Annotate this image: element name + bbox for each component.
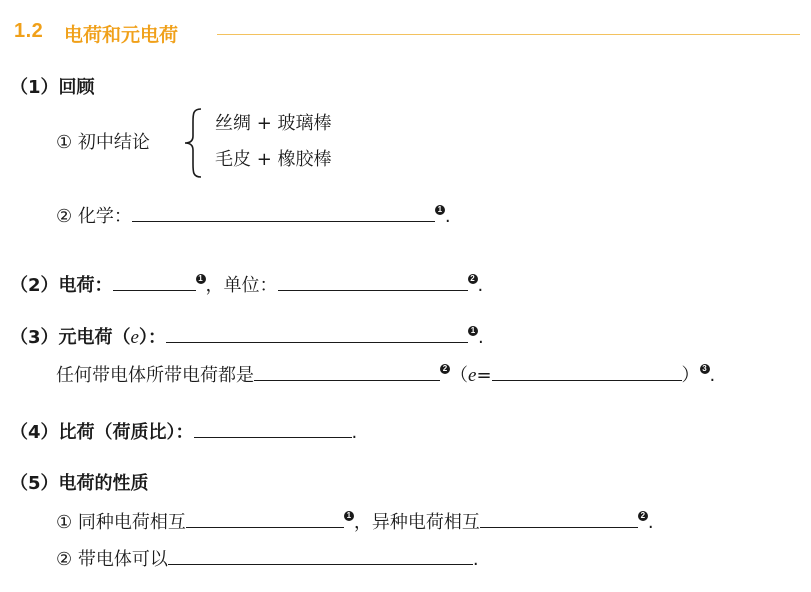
brace-bottom-item [215,148,332,172]
specific-charge-blank[interactable] [194,419,352,438]
elementary-charge-blank[interactable] [166,324,468,343]
header-rule [217,34,800,35]
unit-blank[interactable] [278,272,468,291]
unit-label: ，单位： [205,275,278,296]
item-charge [10,272,483,298]
charge-properties-label: （5）电荷的性质 [10,473,149,494]
mark-1-icon: 1 [344,511,354,521]
mark-1-icon: 1 [196,274,206,284]
mark-3-icon: 3 [700,364,710,374]
equals-sign: = [476,365,492,386]
period: . [709,365,716,386]
mark-2-icon: 2 [440,364,450,374]
mark-1-icon: 1 [435,205,445,215]
paren-close: ） [681,365,700,386]
like-charges-blank[interactable] [186,509,344,528]
silk-glass-rod: 丝绸 + 玻璃棒 [215,113,332,134]
period: . [472,549,479,570]
var-e: e [130,327,139,348]
item-like-unlike-charges [56,509,654,535]
paren-open: （ [450,365,468,386]
period: . [647,512,654,533]
e-value-blank[interactable] [492,362,682,381]
unlike-charges-label: ，异种电荷相互 [353,512,480,533]
charge-multiple-blank[interactable] [254,362,440,381]
label-end: ）： [138,327,166,348]
charged-body-label: ② 带电体可以 [56,549,168,570]
charged-body-blank[interactable] [168,546,473,565]
charge-blank[interactable] [113,272,196,291]
mark-2-icon: 2 [638,511,648,521]
mark-2-icon: 2 [468,274,478,284]
mark-1-icon: 1 [468,326,478,336]
elementary-charge-label: （3）元电荷（ [10,327,131,348]
item-elementary-charge [10,324,484,350]
like-charges-label: ① 同种电荷相互 [56,512,186,533]
period: . [477,327,484,348]
unlike-charges-blank[interactable] [480,509,638,528]
charge-label: （2）电荷： [10,275,113,296]
brace-top-item [215,112,332,136]
item-chemistry [56,203,451,229]
item-specific-charge [10,419,357,445]
item-charged-body [56,546,479,572]
charge-multiple-text: 任何带电体所带电荷都是 [56,365,254,386]
period: . [351,422,358,443]
chemistry-blank[interactable] [132,203,435,222]
junior-conclusion-label: ① 初中结论 [56,132,150,153]
section-title: 电荷和元电荷 [64,24,179,46]
fur-rubber-rod: 毛皮 + 橡胶棒 [215,149,332,170]
var-e: e [468,365,477,386]
period: . [444,206,451,227]
specific-charge-label: （4）比荷（荷质比）： [10,422,194,443]
chemistry-label: ② 化学： [56,206,132,227]
item-review [10,76,95,100]
item-charge-properties [10,472,149,496]
item-review-label: （1）回顾 [10,77,95,98]
item-charge-multiple [56,362,715,388]
section-header [14,20,800,50]
section-number: 1.2 [14,20,44,42]
period: . [477,275,484,296]
left-brace-icon [183,108,205,178]
item-junior-conclusion [56,131,150,155]
